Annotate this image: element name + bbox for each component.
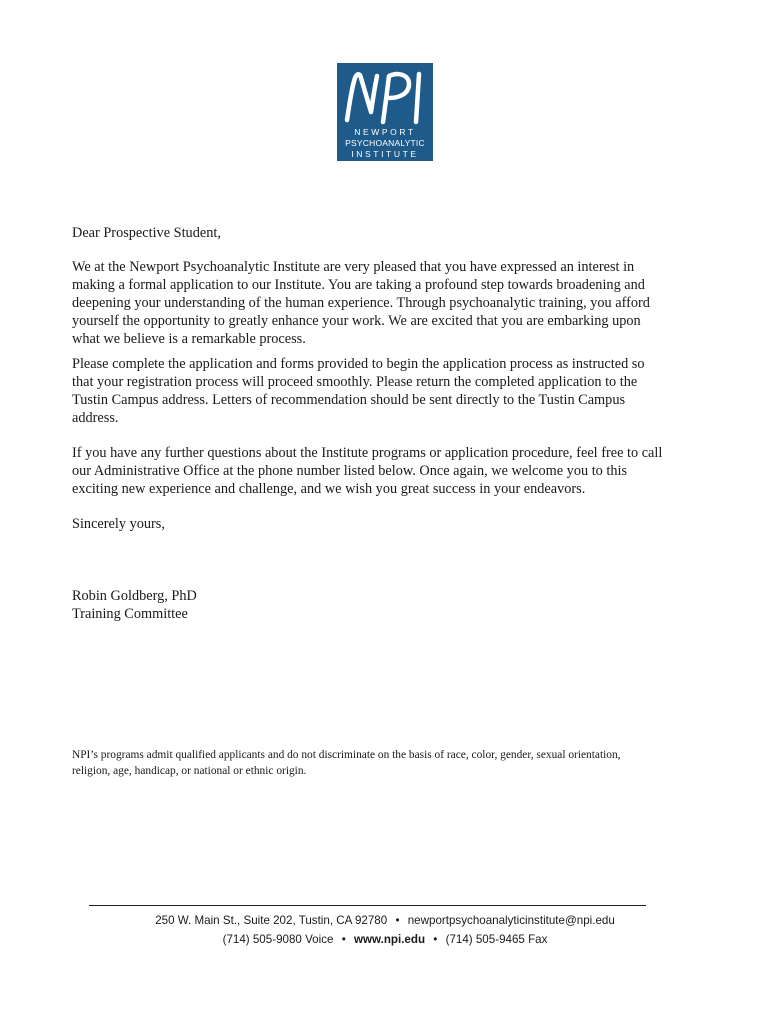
paragraph-line: deepening your understanding of the human experience. Through psychoanalytic training, you afford <box>72 295 650 311</box>
logo-line-newport: NEWPORT <box>354 127 416 137</box>
footer-voice: (714) 505-9080 Voice <box>222 933 334 946</box>
closing: Sincerely yours, <box>72 516 165 532</box>
footer-line-1 <box>0 912 770 930</box>
signer-name: Robin Goldberg, PhD <box>72 588 197 604</box>
paragraph-line: If you have any further questions about the Institute programs or application procedure, feel free to call <box>72 445 663 461</box>
notice-line: NPI’s programs admit qualified applicants and do not discriminate on the basis of race, color, gender, sexual orientation, <box>72 749 621 761</box>
paragraph-line: that your registration process will proceed smoothly. Please return the completed application to the <box>72 374 638 390</box>
footer-address: 250 W. Main St., Suite 202, Tustin, CA 92780 <box>155 914 388 927</box>
npi-logo <box>337 63 433 161</box>
bullet-separator: • <box>395 914 400 927</box>
paragraph-line: We at the Newport Psychoanalytic Institute are very pleased that you have expressed an interest in <box>72 259 635 275</box>
bullet-separator: • <box>341 933 346 946</box>
bullet-separator: • <box>433 933 438 946</box>
paragraph-line: making a formal application to our Institute. You are taking a profound step towards broadening and <box>72 277 645 293</box>
logo-line-institute: INSTITUTE <box>351 149 419 159</box>
paragraph-line: our Administrative Office at the phone number listed below. Once again, we welcome you to this <box>72 463 628 479</box>
paragraph-line: what we believe is a remarkable process. <box>72 331 306 347</box>
footer-line-2 <box>0 931 770 949</box>
notice-line: religion, age, handicap, or national or ethnic origin. <box>72 765 307 777</box>
signer-title: Training Committee <box>72 606 188 622</box>
salutation: Dear Prospective Student, <box>72 225 221 241</box>
paragraph-line: exciting new experience and challenge, and we wish you great success in your endeavors. <box>72 481 586 497</box>
logo-line-psychoanalytic: PSYCHOANALYTIC <box>345 138 425 148</box>
paragraph-line: Please complete the application and forms provided to begin the application process as instructed so <box>72 356 645 372</box>
paragraph-line: address. <box>72 410 119 426</box>
paragraph-line: yourself the opportunity to greatly enhance your work. We are excited that you are embarking upon <box>72 313 641 329</box>
footer-website[interactable]: www.npi.edu <box>353 933 426 946</box>
footer-email[interactable]: newportpsychoanalyticinstitute@npi.edu <box>407 914 615 927</box>
footer-divider <box>89 905 646 906</box>
npi-logo-mark <box>337 68 433 128</box>
footer-fax: (714) 505-9465 Fax <box>445 933 548 946</box>
paragraph-line: Tustin Campus address. Letters of recommendation should be sent directly to the Tustin Campus <box>72 392 626 408</box>
